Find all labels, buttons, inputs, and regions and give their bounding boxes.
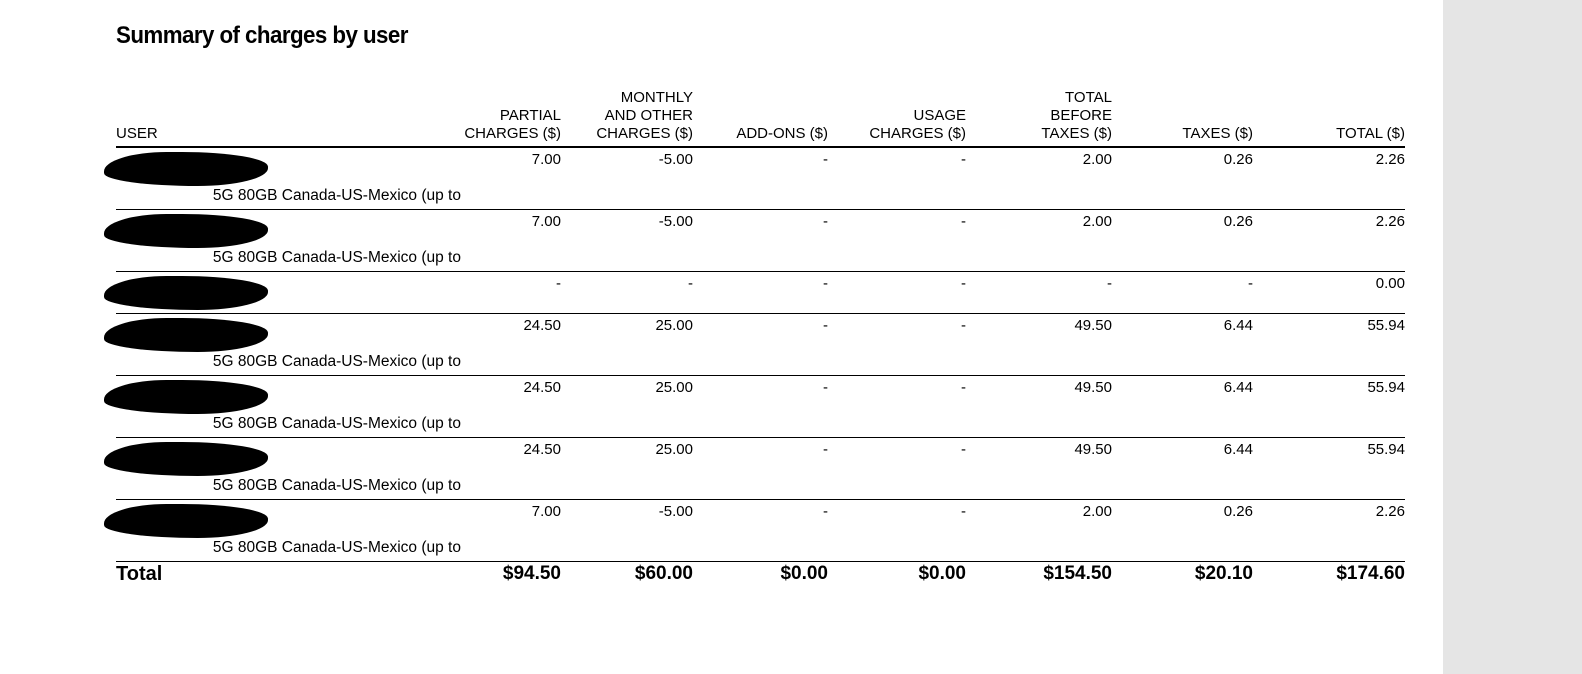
plan-name: 5G 80GB Canada-US-Mexico (up to <box>212 477 461 494</box>
cell-partial-charges: 7.00 <box>461 210 561 272</box>
cell-usage-charges: - <box>828 376 966 438</box>
cell-add-ons: - <box>693 500 828 562</box>
cell-total: 2.26 <box>1253 500 1405 562</box>
table-row <box>116 210 1405 272</box>
cell-total-before-taxes: 2.00 <box>966 210 1112 272</box>
table-row <box>116 147 1405 210</box>
cell-monthly-charges: 25.00 <box>561 314 693 376</box>
cell-total-before-taxes: 49.50 <box>966 438 1112 500</box>
cell-monthly-charges: - <box>561 272 693 314</box>
cell-monthly-charges: -5.00 <box>561 210 693 272</box>
cell-add-ons: - <box>693 376 828 438</box>
cell-usage-charges: - <box>828 147 966 210</box>
total-taxes: $20.10 <box>1194 563 1253 584</box>
cell-total: 55.94 <box>1253 314 1405 376</box>
cell-total: 55.94 <box>1253 438 1405 500</box>
redaction-mark <box>104 504 268 538</box>
cell-monthly-charges: -5.00 <box>561 500 693 562</box>
cell-monthly-charges: 25.00 <box>561 438 693 500</box>
cell-total: 2.26 <box>1253 147 1405 210</box>
cell-taxes: 0.26 <box>1112 147 1253 210</box>
redaction-mark <box>104 318 268 352</box>
total-before-taxes: $154.50 <box>1043 563 1112 584</box>
plan-name: 5G 80GB Canada-US-Mexico (up to <box>212 415 461 432</box>
user-cell <box>116 272 461 314</box>
user-cell <box>116 500 461 562</box>
cell-usage-charges: - <box>828 500 966 562</box>
total-partial-charges: $94.50 <box>502 563 561 584</box>
cell-total: 2.26 <box>1253 210 1405 272</box>
viewer-background <box>1443 0 1582 674</box>
cell-add-ons: - <box>693 314 828 376</box>
table-row <box>116 314 1405 376</box>
header-total-before-taxes: TOTAL BEFORE TAXES ($) <box>966 89 1112 147</box>
cell-total-before-taxes: - <box>966 272 1112 314</box>
user-cell <box>116 314 461 376</box>
table-row <box>116 376 1405 438</box>
cell-total-before-taxes: 49.50 <box>966 376 1112 438</box>
cell-usage-charges: - <box>828 438 966 500</box>
redaction-mark <box>104 276 268 310</box>
table-header-row <box>116 89 1405 147</box>
cell-total-before-taxes: 49.50 <box>966 314 1112 376</box>
cell-taxes: 0.26 <box>1112 210 1253 272</box>
cell-partial-charges: 24.50 <box>461 314 561 376</box>
cell-usage-charges: - <box>828 210 966 272</box>
user-cell <box>116 438 461 500</box>
total-label: Total <box>116 563 163 585</box>
cell-total: 0.00 <box>1253 272 1405 314</box>
cell-add-ons: - <box>693 210 828 272</box>
cell-taxes: 0.26 <box>1112 500 1253 562</box>
grand-total: $174.60 <box>1336 563 1405 584</box>
user-cell <box>116 376 461 438</box>
header-monthly-charges: MONTHLY AND OTHER CHARGES ($) <box>561 89 693 147</box>
charges-table <box>116 89 1405 585</box>
total-monthly-charges: $60.00 <box>634 563 693 584</box>
table-row <box>116 500 1405 562</box>
cell-monthly-charges: -5.00 <box>561 147 693 210</box>
table-row <box>116 438 1405 500</box>
redaction-mark <box>104 442 268 476</box>
table-row <box>116 272 1405 314</box>
plan-name: 5G 80GB Canada-US-Mexico (up to <box>212 539 461 556</box>
total-usage-charges: $0.00 <box>918 563 966 584</box>
cell-add-ons: - <box>693 272 828 314</box>
cell-taxes: 6.44 <box>1112 438 1253 500</box>
cell-partial-charges: 7.00 <box>461 500 561 562</box>
cell-total-before-taxes: 2.00 <box>966 147 1112 210</box>
redaction-mark <box>104 380 268 414</box>
cell-usage-charges: - <box>828 314 966 376</box>
page-title: Summary of charges by user <box>116 22 408 49</box>
cell-add-ons: - <box>693 438 828 500</box>
header-user: USER <box>116 89 461 147</box>
header-taxes: TAXES ($) <box>1112 89 1253 147</box>
header-usage-charges: USAGE CHARGES ($) <box>828 89 966 147</box>
cell-partial-charges: - <box>461 272 561 314</box>
plan-name: 5G 80GB Canada-US-Mexico (up to <box>212 353 461 370</box>
total-add-ons: $0.00 <box>780 563 828 584</box>
header-total: TOTAL ($) <box>1253 89 1405 147</box>
cell-taxes: 6.44 <box>1112 376 1253 438</box>
cell-taxes: 6.44 <box>1112 314 1253 376</box>
user-cell <box>116 147 461 210</box>
cell-total-before-taxes: 2.00 <box>966 500 1112 562</box>
redaction-mark <box>104 214 268 248</box>
plan-name: 5G 80GB Canada-US-Mexico (up to <box>212 249 461 266</box>
cell-partial-charges: 24.50 <box>461 438 561 500</box>
redaction-mark <box>104 152 268 186</box>
header-add-ons: ADD-ONS ($) <box>693 89 828 147</box>
cell-monthly-charges: 25.00 <box>561 376 693 438</box>
cell-partial-charges: 24.50 <box>461 376 561 438</box>
cell-usage-charges: - <box>828 272 966 314</box>
plan-name: 5G 80GB Canada-US-Mexico (up to <box>212 187 461 204</box>
user-cell <box>116 210 461 272</box>
header-partial-charges: PARTIAL CHARGES ($) <box>461 89 561 147</box>
cell-partial-charges: 7.00 <box>461 147 561 210</box>
totals-row <box>116 562 1405 586</box>
cell-add-ons: - <box>693 147 828 210</box>
cell-total: 55.94 <box>1253 376 1405 438</box>
cell-taxes: - <box>1112 272 1253 314</box>
